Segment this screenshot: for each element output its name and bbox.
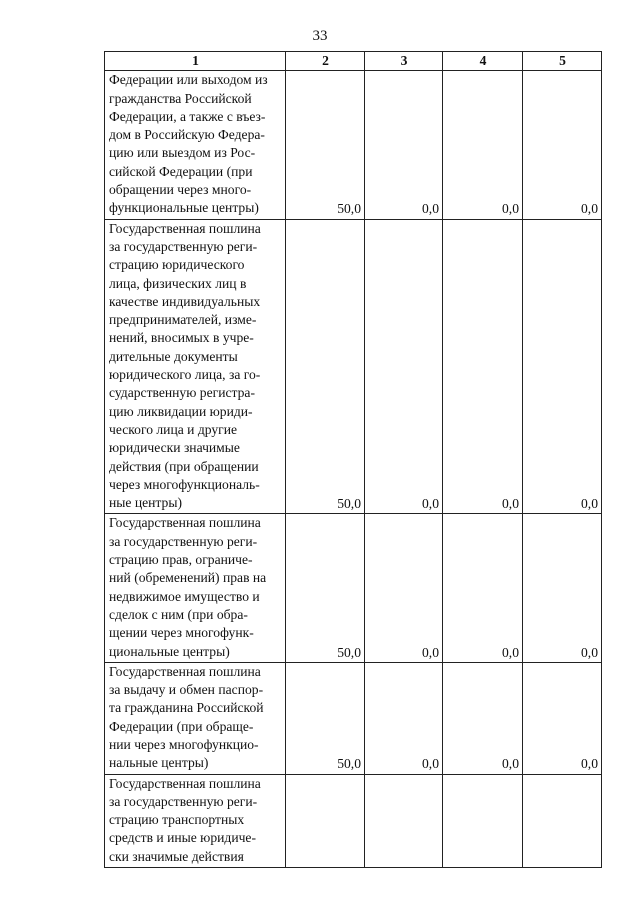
fee-description-cell	[105, 774, 286, 867]
column-header: 3	[365, 52, 443, 71]
description-line: за выдачу и обмен паспор-	[109, 682, 264, 698]
description-line: юридического лица, за го-	[109, 367, 261, 383]
description-line: недвижимое имущество и	[109, 588, 260, 604]
fee-description-cell	[105, 219, 286, 514]
value-cell: 50,0	[286, 219, 365, 514]
value-cell	[286, 774, 365, 867]
value-cell: 0,0	[443, 662, 523, 774]
description-line: циональные центры)	[109, 643, 230, 659]
value-cell: 50,0	[286, 71, 365, 219]
column-header: 5	[523, 52, 602, 71]
value-cell: 50,0	[286, 514, 365, 662]
value-cell: 50,0	[286, 662, 365, 774]
fee-description-cell	[105, 662, 286, 774]
description-line: Государственная пошлина	[109, 515, 261, 531]
value-cell: 0,0	[365, 219, 443, 514]
table-row	[105, 662, 602, 774]
description-line: цию ликвидации юриди-	[109, 403, 253, 419]
description-line: дительные документы	[109, 348, 238, 364]
description-line: Федерации или выходом из	[109, 72, 268, 88]
value-cell: 0,0	[443, 514, 523, 662]
description-line: щении через многофунк-	[109, 625, 254, 641]
description-line: за государственную реги-	[109, 793, 258, 809]
description-line: ний (обременений) прав на	[109, 570, 267, 586]
description-line: сийской Федерации (при	[109, 163, 253, 179]
value-cell: 0,0	[443, 219, 523, 514]
description-line: сударственную регистра-	[109, 385, 255, 401]
description-line: сделок с ним (при обра-	[109, 606, 248, 622]
description-line: ски значимые действия	[109, 848, 244, 864]
description-line: Государственная пошлина	[109, 663, 261, 679]
value-cell: 0,0	[365, 514, 443, 662]
description-line: нальные центры)	[109, 755, 209, 771]
description-line: юридически значимые	[109, 440, 240, 456]
description-line: средств и иные юридиче-	[109, 830, 256, 846]
fee-description-cell	[105, 514, 286, 662]
column-header: 4	[443, 52, 523, 71]
value-cell	[523, 774, 602, 867]
description-line: Федерации, а также с въез-	[109, 108, 266, 124]
value-cell: 0,0	[523, 219, 602, 514]
value-cell	[443, 774, 523, 867]
description-line: лица, физических лиц в	[109, 275, 247, 291]
description-line: ческого лица и другие	[109, 421, 238, 437]
value-cell: 0,0	[523, 662, 602, 774]
description-line: гражданства Российской	[109, 90, 252, 106]
column-header: 1	[105, 52, 286, 71]
description-line: за государственную реги-	[109, 238, 258, 254]
column-header: 2	[286, 52, 365, 71]
description-line: Государственная пошлина	[109, 220, 261, 236]
table-row	[105, 219, 602, 514]
description-line: цию или выездом из Рос-	[109, 145, 256, 161]
description-line: нии через многофункцио-	[109, 736, 259, 752]
description-line: Государственная пошлина	[109, 775, 261, 791]
description-line: ные центры)	[109, 495, 182, 511]
description-line: обращении через много-	[109, 182, 252, 198]
value-cell: 0,0	[523, 514, 602, 662]
value-cell: 0,0	[523, 71, 602, 219]
description-line: предпринимателей, изме-	[109, 312, 257, 328]
value-cell	[365, 774, 443, 867]
value-cell: 0,0	[443, 71, 523, 219]
description-line: через многофункциональ-	[109, 476, 260, 492]
value-cell: 0,0	[365, 71, 443, 219]
description-line: за государственную реги-	[109, 533, 258, 549]
table-row	[105, 71, 602, 219]
value-cell: 0,0	[365, 662, 443, 774]
table-row	[105, 514, 602, 662]
table-body	[105, 71, 602, 868]
description-line: качестве индивидуальных	[109, 293, 261, 309]
page-number: 33	[312, 28, 328, 44]
description-line: дом в Российскую Федера-	[109, 127, 265, 143]
description-line: страцию транспортных	[109, 812, 245, 828]
description-line: нений, вносимых в учре-	[109, 330, 254, 346]
description-line: действия (при обращении	[109, 458, 259, 474]
fee-description-cell	[105, 71, 286, 219]
description-line: Федерации (при обраще-	[109, 718, 254, 734]
description-line: функциональные центры)	[109, 200, 259, 216]
description-line: страцию юридического	[109, 257, 245, 273]
description-line: страцию прав, ограниче-	[109, 552, 253, 568]
table-header-row	[105, 52, 602, 71]
fee-table	[104, 51, 602, 868]
description-line: та гражданина Российской	[109, 700, 264, 716]
table-row	[105, 774, 602, 867]
